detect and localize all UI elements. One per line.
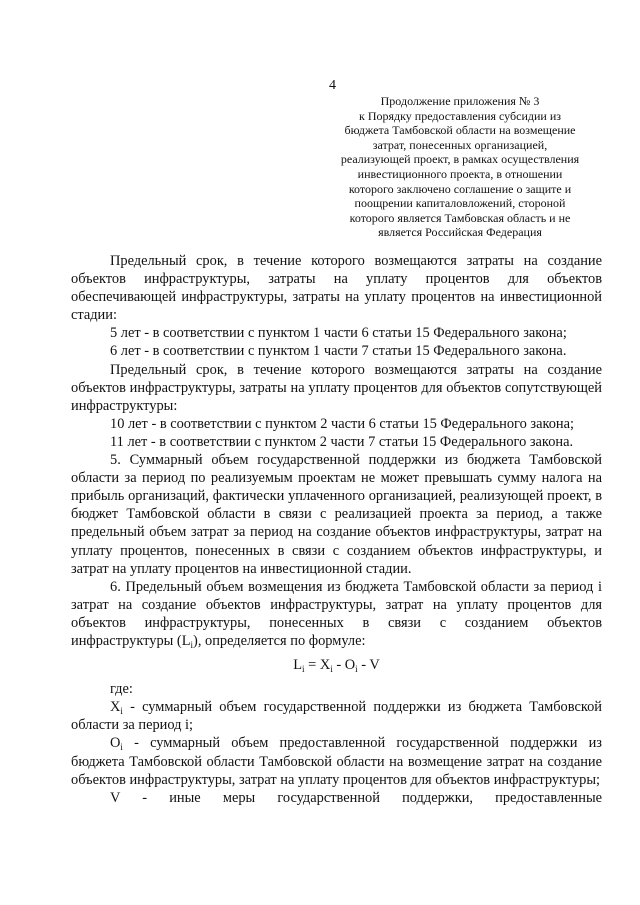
appendix-line: инвестиционного проекта, в отношении xyxy=(357,166,563,181)
formula-minus-o: - O xyxy=(332,657,356,674)
definition-o xyxy=(71,734,602,788)
definition-v: V - иные меры государственной поддержки, предоставленные xyxy=(110,789,602,806)
appendix-line: затрат, понесенных организацией, xyxy=(372,137,548,152)
appendix-line: реализующей проект, в рамках осуществления xyxy=(340,152,580,167)
formula-minus-v: - V xyxy=(357,657,380,674)
formula xyxy=(71,656,602,674)
document-body xyxy=(71,252,602,807)
appendix-line: поощрении капиталовложений, стороной xyxy=(354,196,566,211)
paragraph-item-5: 5. Суммарный объем государственной поддержки из бюджета Тамбовской области за период по реализуемым проектам не может превышать сумму налога на прибыль организаций, фактически уплаченного организацией, реализующей проект, в бюджет Тамбовской области в связи с реализацией проекта за период, а также предельный объем затрат за период на создание объектов инфраструктуры, затрат на уплату процентов, понесенных в связи с созданием объектов инфраструктуры, и затрат на уплату процентов на инвестиционной стадии. xyxy=(71,452,602,577)
item-6-subscript: i xyxy=(190,639,194,650)
definition-x-sub: i xyxy=(120,706,123,717)
definition-o-symbol: O xyxy=(110,735,121,752)
formula-x-sub: i xyxy=(330,664,333,675)
appendix-line: которого заключено соглашение о защите и xyxy=(348,181,572,196)
paragraph-item-6 xyxy=(71,578,602,650)
formula-l-sub: i xyxy=(302,664,305,675)
definition-o-sub: i xyxy=(120,742,123,753)
item-6-text: 6. Предельный объем возмещения из бюджета Тамбовской области за период i затрат на создание объектов инфраструктуры, затрат на уплату процентов для объектов инфраструктуры, понесенных в связи с созданием объектов инфраструктуры (L xyxy=(71,578,602,649)
where-label: где: xyxy=(110,681,133,698)
formula-l: L xyxy=(293,657,302,674)
appendix-line: Продолжение приложения № 3 xyxy=(380,94,540,108)
paragraph-term-10-years: 10 лет - в соответствии с пунктом 2 части 6 статьи 15 Федерального закона; xyxy=(110,415,575,432)
definition-x xyxy=(71,698,602,734)
formula-o-sub: i xyxy=(355,664,358,675)
definition-x-symbol: X xyxy=(110,699,121,716)
paragraph-term-5-years: 5 лет - в соответствии с пунктом 1 части 6 статьи 15 Федерального закона; xyxy=(110,325,567,342)
paragraph-deadline-provisioning: Предельный срок, в течение которого возмещаются затраты на создание объектов инфраструктуры, затраты на уплату процентов для объектов обеспечивающей инфраструктуры, затраты на уплату процентов на инвестиционной стадии: xyxy=(71,253,602,324)
appendix-header xyxy=(318,94,602,240)
paragraph-term-6-years: 6 лет - в соответствии с пунктом 1 части 7 статьи 15 Федерального закона. xyxy=(110,343,567,360)
definition-o-text: - суммарный объем предоставленной государственной поддержки из бюджета Тамбовской области Тамбовской области на возмещение затрат на создание объектов инфраструктуры, затрат на уплату процентов для объектов инфраструктуры; xyxy=(71,735,602,788)
formula-eq: = X xyxy=(304,657,331,674)
paragraph-deadline-associated: Предельный срок, в течение которого возмещаются затраты на создание объектов инфраструктуры, затраты на уплату процентов для объектов сопутствующей инфраструктуры: xyxy=(71,361,602,414)
definition-x-text: - суммарный объем государственной поддержки из бюджета Тамбовской области за период i; xyxy=(71,699,602,734)
appendix-line: бюджета Тамбовской области на возмещение xyxy=(344,123,576,138)
paragraph-term-11-years: 11 лет - в соответствии с пунктом 2 части 7 статьи 15 Федерального закона. xyxy=(110,433,574,450)
item-6-text-end: ), определяется по формуле: xyxy=(193,632,366,649)
appendix-line: которого является Тамбовская область и не xyxy=(349,210,571,225)
page-number: 4 xyxy=(329,78,336,93)
appendix-line: к Порядку предоставления субсидии из xyxy=(359,108,561,123)
appendix-line: является Российская Федерация xyxy=(378,225,542,240)
